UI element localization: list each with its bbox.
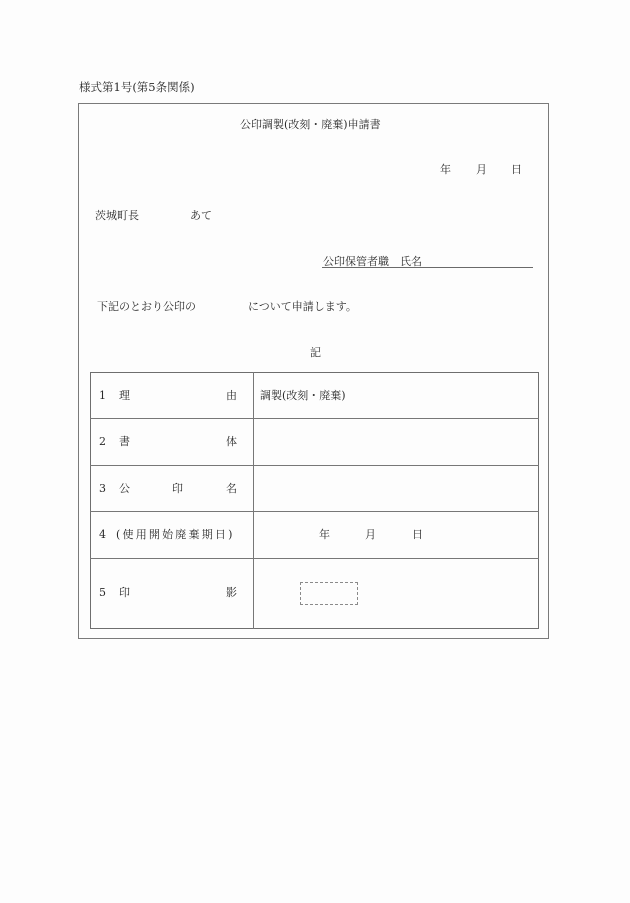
row-number: 3 xyxy=(99,482,106,495)
row-value-day: 日 xyxy=(412,528,423,541)
row-label-start: 書 xyxy=(119,435,130,448)
seal-impression-box[interactable] xyxy=(300,582,358,605)
date-day-label: 日 xyxy=(511,163,522,176)
addressee-suffix: あて xyxy=(190,209,212,222)
row-label-start: 印 xyxy=(119,586,130,599)
form-title: 公印調製(改刻・廃棄)申請書 xyxy=(240,118,381,131)
form-number: 様式第1号(第5条関係) xyxy=(79,80,195,94)
row-label-end: 影 xyxy=(226,586,237,599)
applicant-signature-line xyxy=(322,267,533,268)
row-value-year: 年 xyxy=(319,528,330,541)
row-label-start: 理 xyxy=(119,389,130,402)
row-divider xyxy=(90,418,539,419)
row-number: 1 xyxy=(99,389,106,402)
row-number: 4 xyxy=(99,528,106,541)
row-value[interactable]: 調製(改刻・廃棄) xyxy=(260,389,346,402)
note-heading: 記 xyxy=(310,346,321,359)
date-month-label: 月 xyxy=(476,163,487,176)
table-column-divider xyxy=(253,372,254,629)
applicant-label: 公印保管者職 氏名 xyxy=(323,255,422,268)
row-number: 5 xyxy=(99,586,106,599)
row-value-month: 月 xyxy=(365,528,376,541)
row-value-field[interactable] xyxy=(260,436,530,450)
row-value-field[interactable] xyxy=(260,483,530,497)
row-divider xyxy=(90,511,539,512)
request-suffix: について申請します。 xyxy=(248,300,357,313)
date-year-label: 年 xyxy=(440,163,451,176)
row-label-full: (使用開始廃棄期日) xyxy=(116,528,235,541)
row-divider xyxy=(90,465,539,466)
request-prefix: 下記のとおり公印の xyxy=(97,300,196,313)
row-label-end: 由 xyxy=(226,389,237,402)
addressee: 茨城町長 xyxy=(95,209,139,222)
row-divider xyxy=(90,558,539,559)
row-number: 2 xyxy=(99,435,106,448)
row-label-mid: 印 xyxy=(172,482,183,495)
row-label-end: 名 xyxy=(226,482,237,495)
row-label-start: 公 xyxy=(119,482,130,495)
row-label-end: 体 xyxy=(226,435,237,448)
